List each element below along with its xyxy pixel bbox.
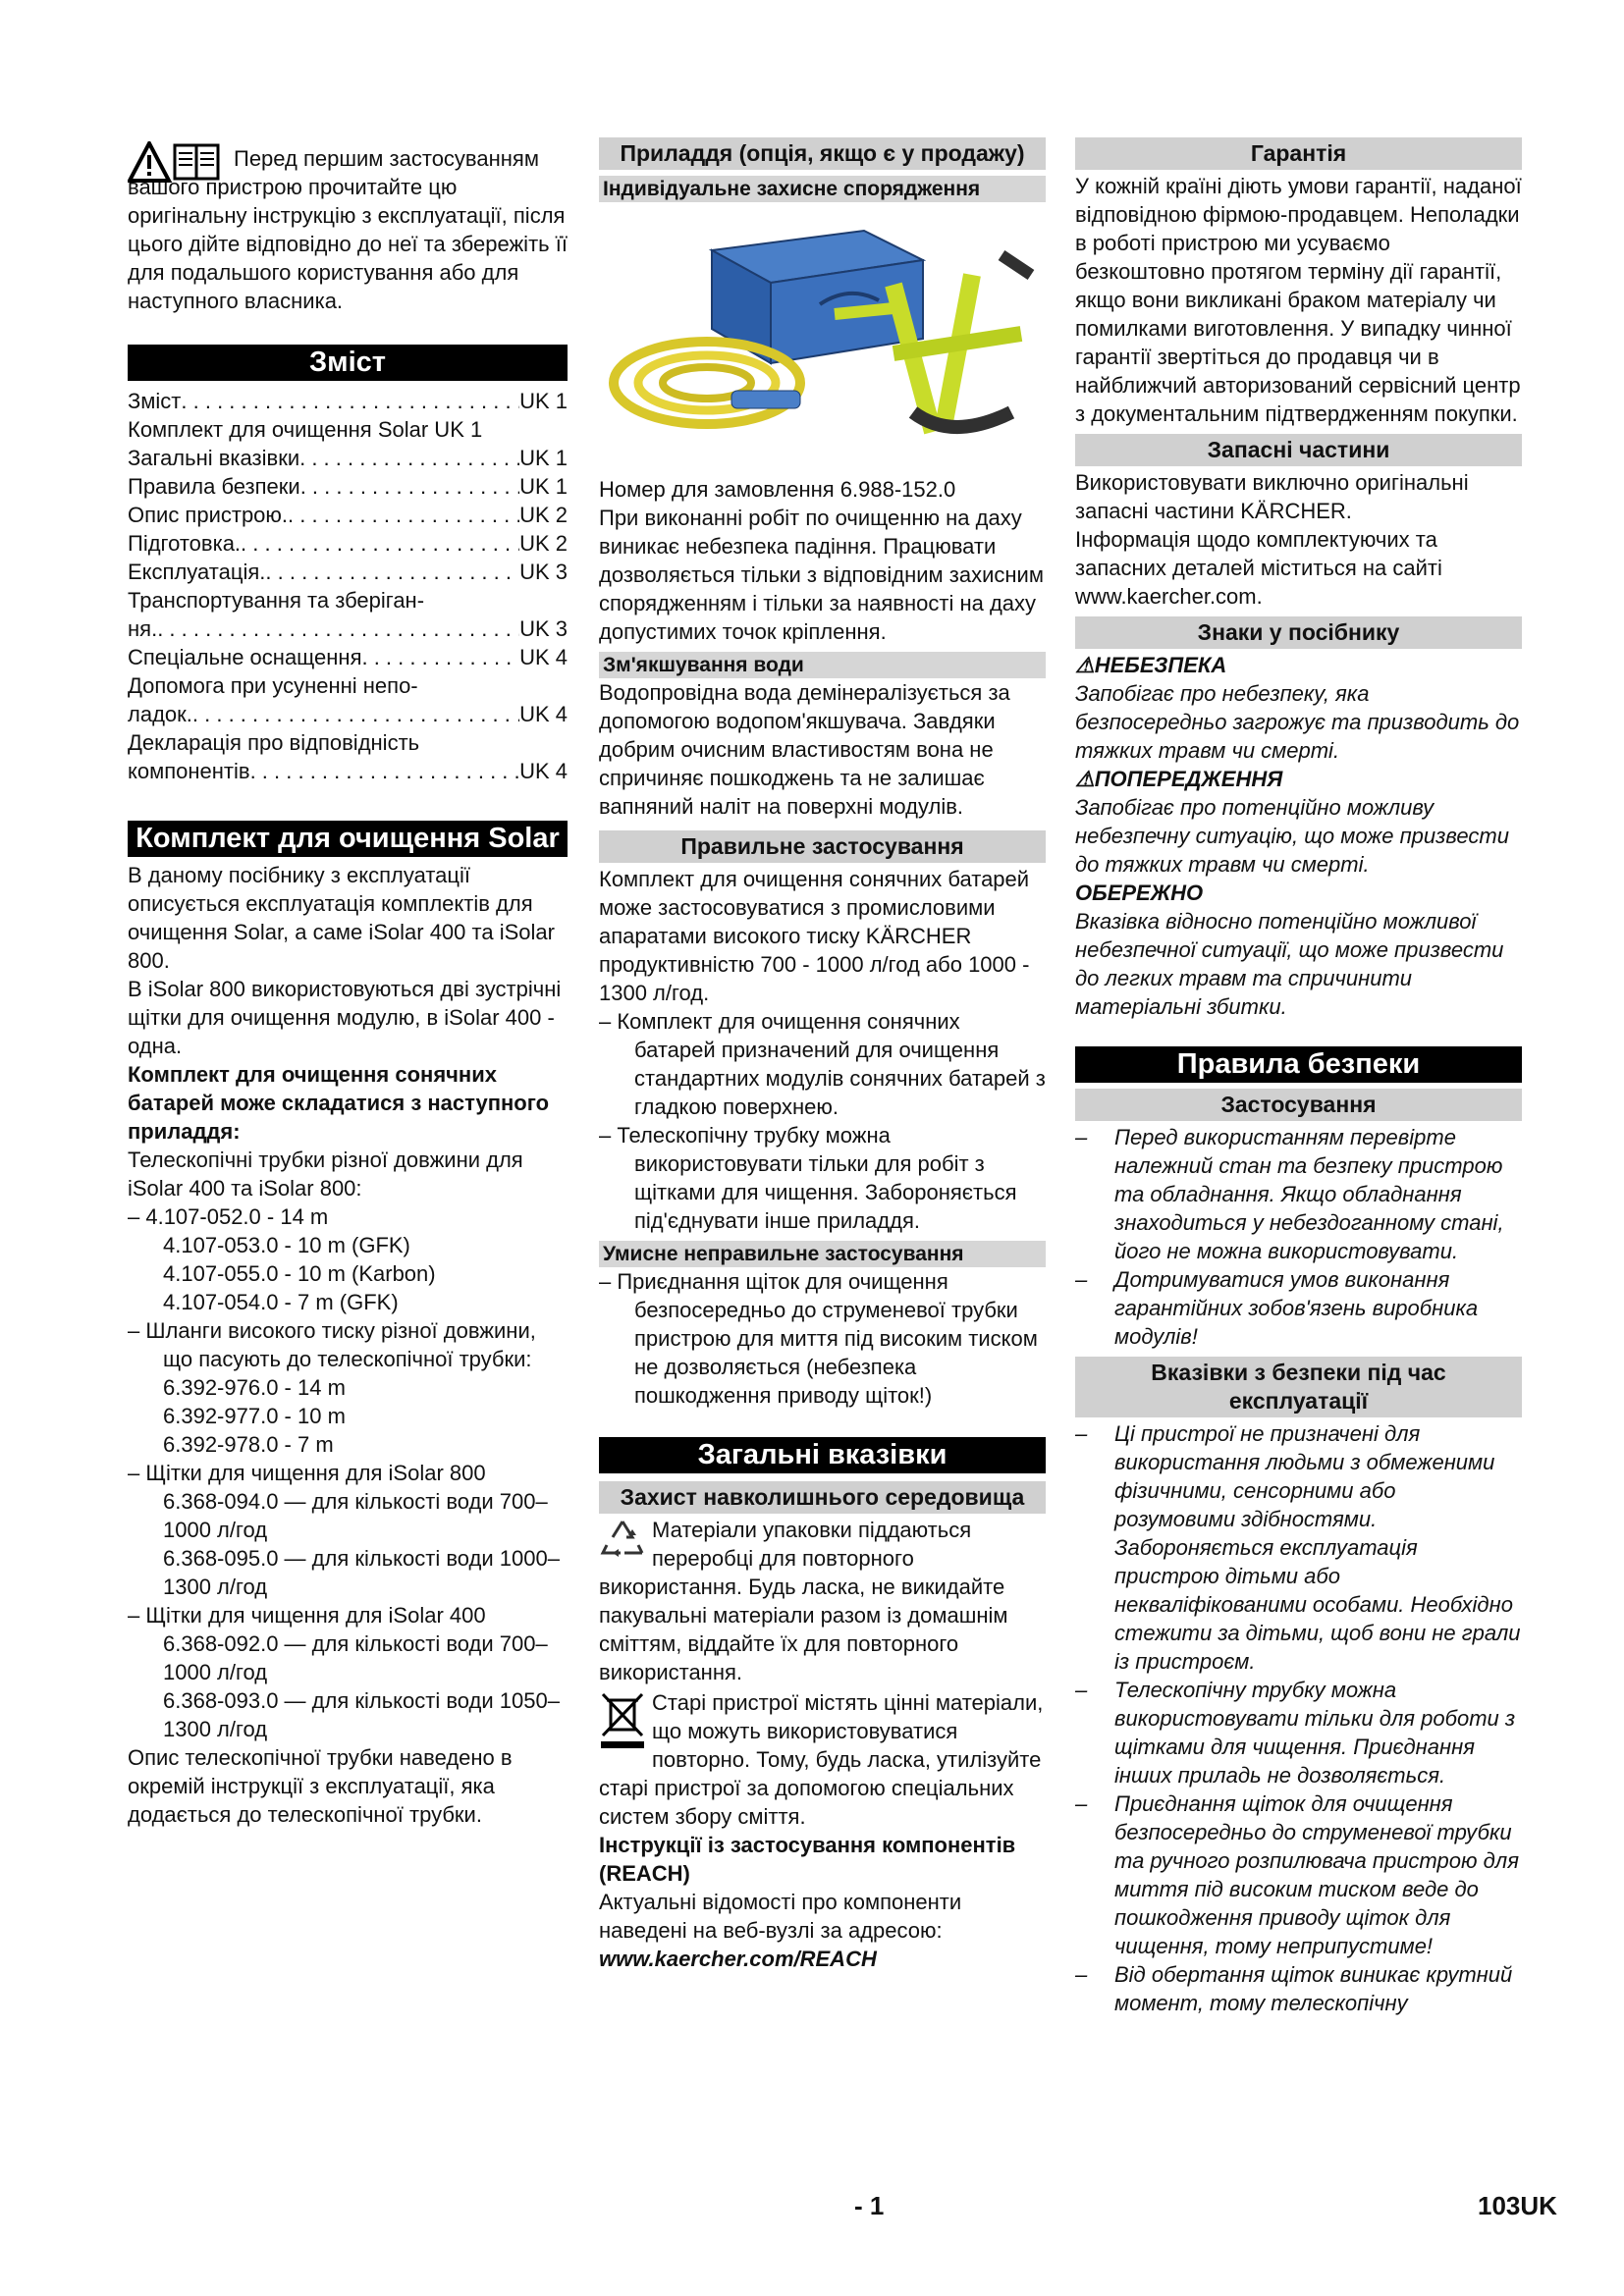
recycle-icon <box>599 1518 646 1568</box>
caution-text: Вказівка відносно потенційно можливої небезпечної ситуації, що може призвести до легких травм та спричинити матеріальні збитки. <box>1075 909 1504 1019</box>
warning-label: ⚠ПОПЕРЕДЖЕННЯ <box>1075 767 1283 791</box>
list-item: – Ці пристрої не призначені для використання людьми з обмеженими фізичними, сенсорними або розумовими здібностями. Забороняється експлуатація пристрою дітьми або некваліфікованими особами. Необхідно стежити за дітьми, щоб вони не грали із пристроєм. <box>1075 1421 1521 1674</box>
recycle-text: Матеріали упаковки піддаються переробці для повторного використання. Будь ласка, не викидайте пакувальні матеріали разом із домашнім сміттям, віддайте їх для повторного використання. <box>599 1518 1008 1684</box>
misuse-item: – Приєднання щіток для очищення безпосередньо до струменевої трубки пристрою для миття під високим тиском не дозволяється (небезпека пошкодження приводу щіток!) <box>599 1269 1038 1408</box>
solar-p5: Опис телескопічної трубки наведено в окремій інструкції з експлуатації, яка додається до телескопічної трубки. <box>128 1745 513 1827</box>
toc-item[interactable]: ладок. . . . UK 4 <box>128 700 568 728</box>
ppe-text: При виконанні робіт по очищенню на даху виникає небезпека падіння. Працювати дозволяється тільки з відповідним захисним спорядженням і тільки за наявності на даху допустимих точок кріплення. <box>599 506 1044 644</box>
solar-p4: Телескопічні трубки різної довжини для iSolar 400 та iSolar 800: <box>128 1148 523 1201</box>
reach-title: Інструкції із застосування компонентів (REACH) <box>599 1833 1016 1886</box>
page-number: - 1 <box>854 2191 885 2220</box>
safety-equipment-image <box>599 206 1046 471</box>
spare-parts-text: Використовувати виключно оригінальні запасні частини KÄRCHER. <box>1075 470 1469 523</box>
caution-label: ОБЕРЕЖНО <box>1075 881 1204 905</box>
general-title: Загальні вказівки <box>599 1437 1046 1473</box>
accessories-title: Приладдя (опція, якщо є у продажу) <box>599 137 1046 170</box>
solar-p1: В даному посібнику з експлуатації описується експлуатація комплектів для очищення Solar, а саме iSolar 400 та iSolar 800. <box>128 863 555 973</box>
toc-item[interactable]: Експлуатація. . . . UK 3 <box>128 558 568 586</box>
toc-item[interactable]: Загальні вказівки . . . UK 1 <box>128 444 568 472</box>
safety-title: Правила безпеки <box>1075 1046 1522 1083</box>
page-code: 103UK <box>1478 2191 1557 2220</box>
toc-item[interactable]: Підготовка. . . . UK 2 <box>128 529 568 558</box>
toc-item[interactable]: Декларація про відповідність <box>128 730 420 755</box>
crossed-bin-icon <box>599 1690 646 1756</box>
list-item: – Шланги високого тиску різної довжини, що пасують до телескопічної трубки: 6.392-976.0 - 14 m 6.392-977.0 - 10 m 6.392-978.0 - 7 m <box>128 1318 536 1457</box>
toc-item[interactable]: ня. . . . UK 3 <box>128 614 568 643</box>
toc-list <box>128 387 568 785</box>
list-item: – Щітки для чищення для iSolar 400 6.368-092.0 — для кількості води 700–1000 л/год 6.368-093.0 — для кількості води 1050–1300 л/год <box>128 1603 560 1741</box>
environment-title: Захист навколишнього середовища <box>599 1481 1046 1514</box>
column-right <box>1075 137 1522 2017</box>
solar-title: Комплект для очищення Solar <box>128 821 568 857</box>
list-item: – Від обертання щіток виникає крутний момент, тому телескопічну <box>1075 1962 1513 2015</box>
toc-item[interactable]: Допомога при усуненні непо- <box>128 673 418 698</box>
warranty-title: Гарантія <box>1075 137 1522 170</box>
application-title: Застосування <box>1075 1089 1522 1121</box>
danger-text: Запобігає про небезпеку, яка безпосередньо загрожує та призводить до тяжких травм чи смерті. <box>1075 681 1520 763</box>
weee-block <box>599 1688 1046 1831</box>
reach-text: Актуальні відомості про компоненти наведені на веб-вузлі за адресою: <box>599 1890 962 1943</box>
toc-item[interactable]: Спеціальне оснащення . . . UK 4 <box>128 643 568 671</box>
order-number: Номер для замовлення 6.988-152.0 <box>599 477 956 502</box>
list-item: – Щітки для чищення для iSolar 800 6.368-094.0 — для кількості води 700–1000 л/год 6.368-095.0 — для кількості води 1000–1300 л/год <box>128 1461 560 1599</box>
toc-item[interactable]: Транспортування та зберіган- <box>128 588 425 613</box>
recycle-block <box>599 1516 1046 1686</box>
list-item: – Телескопічну трубку можна використовувати тільки для роботи з щітками для чищення. Приєднання інших приладь не дозволяється. <box>1075 1678 1516 1788</box>
solar-list <box>128 1202 568 1743</box>
operation-safety-title: Вказівки з безпеки під час експлуатації <box>1075 1357 1522 1417</box>
solar-p3: Комплект для очищення сонячних батарей може складатися з наступного приладдя: <box>128 1062 550 1144</box>
toc-item[interactable]: Комплект для очищення Solar UK 1 <box>128 417 483 442</box>
toc-title: Зміст <box>128 345 568 381</box>
list-item: – Перед використанням перевірте належний стан та безпеку пристрою та обладнання. Якщо обладнання знаходиться у небездоганному стані, його не можна використовувати. <box>1075 1125 1504 1263</box>
intro-text: Перед першим застосуванням вашого пристрою прочитайте цю оригінальну інструкцію з експлуатації, після цього дійте відповідно до неї та збережіть її для подальшого користування або для наступного власника. <box>128 146 568 313</box>
water-softener-text: Водопровідна вода демінералізується за допомогою водопом'якшувача. Завдяки добрим очисним властивостям вона не спричиняє пошкоджень та не залишає вапняний наліт на поверхні модулів. <box>599 680 1010 819</box>
warning-text: Запобігає про потенційно можливу небезпечну ситуацію, що може призвести до тяжких травм чи смерті. <box>1075 795 1509 877</box>
signs-title: Знаки у посібнику <box>1075 616 1522 649</box>
misuse-title: Умисне неправильне застосування <box>599 1241 1046 1267</box>
column-left <box>128 137 568 1829</box>
proper-use-text: Комплект для очищення сонячних батарей може застосовуватися з промисловими апаратами високого тиску KÄRCHER продуктивністю 700 - 1000 л/год або 1000 - 1300 л/год. <box>599 867 1030 1005</box>
toc-item[interactable]: Правила безпеки . . . UK 1 <box>128 472 568 501</box>
water-softener-title: Зм'якшування води <box>599 652 1046 678</box>
ppe-title: Індивідуальне захисне спорядження <box>599 176 1046 202</box>
danger-label: ⚠НЕБЕЗПЕКА <box>1075 653 1227 677</box>
proper-use-item: – Телескопічну трубку можна використовувати тільки для робіт з щітками для чищення. Забороняється під'єднувати інше приладдя. <box>599 1123 1017 1233</box>
toc-item[interactable]: Опис пристрою. . . . UK 2 <box>128 501 568 529</box>
list-item: – Дотримуватися умов виконання гарантійних зобов'язень виробника модулів! <box>1075 1267 1479 1349</box>
reach-link[interactable]: www.kaercher.com/REACH <box>599 1947 877 1971</box>
solar-p2: В iSolar 800 використовуються дві зустрічні щітки для очищення модулю, в iSolar 400 - одна. <box>128 977 562 1058</box>
toc-item[interactable]: компонентів . . . UK 4 <box>128 757 568 785</box>
list-item: – Приєднання щіток для очищення безпосередньо до струменевої трубки та ручного розпилювача пристрою для миття під високим тиском веде до пошкодження приводу щіток для чищення, тому неприпустиме! <box>1075 1791 1519 1958</box>
proper-use-title: Правильне застосування <box>599 830 1046 863</box>
spare-parts-title: Запасні частини <box>1075 434 1522 466</box>
list-item: – 4.107-052.0 - 14 m 4.107-053.0 - 10 m (GFK) 4.107-055.0 - 10 m (Karbon) 4.107-054.0 - 7 m (GFK) <box>128 1204 436 1314</box>
spare-parts-info: Інформація щодо комплектуючих та запасних деталей міститься на сайті www.kaercher.com. <box>1075 527 1442 609</box>
proper-use-item: – Комплект для очищення сонячних батарей призначений для очищення стандартних модулів сонячних батарей з гладкою поверхнею. <box>599 1009 1046 1119</box>
toc-item[interactable]: Зміст . . . UK 1 <box>128 387 568 415</box>
weee-text: Старі пристрої містять цінні матеріали, що можуть використовуватися повторно. Тому, будь ласка, утилізуйте старі пристрої за допомогою спеціальних систем збору сміття. <box>599 1690 1044 1829</box>
warranty-text: У кожній країні діють умови гарантії, наданої відповідною фірмою-продавцем. Неполадки в роботі пристрою ми усуваємо безкоштовно протягом терміну дії гарантії, якщо вони викликані браком матеріалу чи помилками виготовлення. У випадку чинної гарантії звертіться до продавця чи в найближчий авторизований сервісний центр з документальним підтвердженням покупки. <box>1075 174 1522 426</box>
column-middle <box>599 137 1046 1973</box>
